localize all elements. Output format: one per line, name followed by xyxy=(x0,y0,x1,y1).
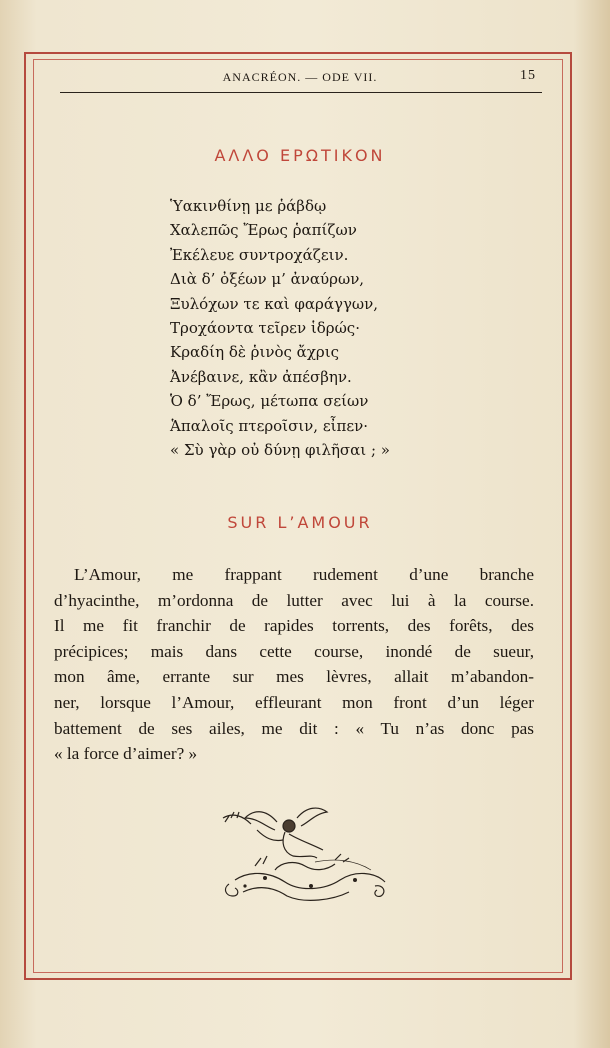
page-number: 15 xyxy=(520,68,536,83)
prose-line: ner, lorsque l’Amour, effleurant mon front d’un léger xyxy=(54,692,534,712)
poem-line: Διὰ δ’ ὀξέων μ’ ἀναύρων, xyxy=(170,270,365,289)
poem-line: Ὑακινθίνῃ με ῥάβδῳ xyxy=(170,197,327,215)
prose-line: d’hyacinthe, m’ordonna de lutter avec lui à la course. xyxy=(54,590,534,610)
prose-line: Il me fit franchir de rapides torrents, des forêts, des xyxy=(54,616,534,636)
running-head xyxy=(60,70,540,90)
poem-line: Ἐκέλευε συντροχάζειν. xyxy=(170,245,349,264)
greek-poem xyxy=(170,194,470,462)
poem-line: Τροχάοντα τεῖρεν ἱδρώς· xyxy=(170,319,360,338)
prose-line: « la force d’aimer? » xyxy=(54,744,198,764)
cupid-vignette-icon xyxy=(215,800,395,910)
poem-line: Κραδίη δὲ ῥινὸς ἄχρις xyxy=(170,343,340,362)
header-rule xyxy=(60,92,542,93)
prose-line: mon âme, errante sur mes lèvres, allait m’abandon- xyxy=(54,667,534,687)
greek-section-title: ΑΛΛΟ ΕΡΩΤΙΚΟΝ xyxy=(214,146,386,165)
prose-line: précipices; mais dans cette course, inondé de sueur, xyxy=(54,641,534,661)
poem-line: Χαλεπῶς Ἔρως ῥαπίζων xyxy=(170,221,357,240)
poem-line: Ὁ δ’ Ἔρως, μέτωπα σείων xyxy=(170,392,369,411)
french-prose xyxy=(54,562,534,767)
poem-line: Ἀνέβαινε, κἂν ἀπέσβην. xyxy=(170,367,352,386)
prose-line: L’Amour, me frappant rudement d’une branche xyxy=(74,565,534,584)
poem-line: « Σὺ γὰρ οὐ δύνῃ φιλῆσαι ; » xyxy=(170,441,390,460)
poem-line: Ξυλόχων τε καὶ φαράγγων, xyxy=(170,294,379,313)
prose-line: battement de ses ailes, me dit : « Tu n’as donc pas xyxy=(54,718,534,738)
poem-line: Ἁπαλοῖς πτεροῖσιν, εἶπεν· xyxy=(170,416,369,435)
running-head-title: ANACRÉON. — ODE VII. xyxy=(222,70,378,84)
french-section-title: SUR L’AMOUR xyxy=(227,513,373,532)
